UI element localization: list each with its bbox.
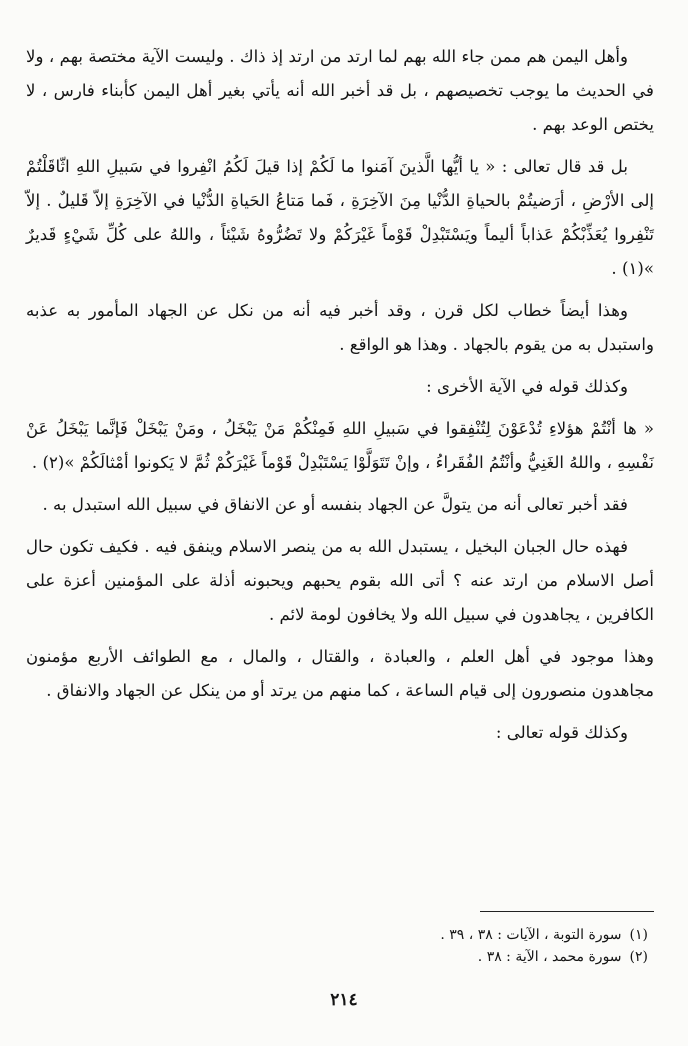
paragraph-1: وأهل اليمن هم ممن جاء الله بهم لما ارتد من ارتد إذ ذاك . وليست الآية مختصة بهم ، ولا في الحديث ما يوجب تخصيصهم ، بل قد أخبر الله أنه يأتي بغير أهل اليمن كأبناء فارس ، لا يختص الوعد بهم . xyxy=(26,47,654,134)
footnote-text: سورة التوبة ، الآيات : ٣٨ ، ٣٩ . xyxy=(440,927,622,943)
paragraph-7: فهذه حال الجبان البخيل ، يستبدل الله به من ينصر الاسلام وينفق فيه . فكيف تكون حال أصل الاسلام من ارتد عنه ؟ أتى الله بقوم يحبهم ويحبونه أذلة على المؤمنين أعزة على الكافرين ، يجاهدون في سبيل الله ولا يخافون لومة لائم . xyxy=(26,537,654,624)
paragraph-3: وهذا أيضاً خطاب لكل قرن ، وقد أخبر فيه أنه من نكل عن الجهاد المأمور به عذبه واستبدل به من يقوم بالجهاد . وهذا هو الواقع . xyxy=(26,301,654,354)
paragraph-8: وهذا موجود في أهل العلم ، والعبادة ، والقتال ، والمال ، مع الطوائف الأربع مؤمنون مجاهدون منصورون إلى قيام الساعة ، كما منهم من يرتد أو من ينكل عن الجهاد والانفاق . xyxy=(26,647,654,700)
paragraph-6: فقد أخبر تعالى أنه من يتولَّ عن الجهاد بنفسه أو عن الانفاق في سبيل الله استبدل به . xyxy=(42,495,628,514)
footnotes xyxy=(300,924,648,968)
paragraph-4: وكذلك قوله في الآية الأخرى : xyxy=(426,377,628,396)
footnote-2 xyxy=(300,946,648,968)
footnote-text: سورة محمد ، الآية : ٣٨ . xyxy=(477,949,622,965)
footnote-divider xyxy=(480,911,654,912)
page-number: ٢١٤ xyxy=(330,990,358,1010)
main-text xyxy=(26,40,654,758)
paragraph-5-quran-verse: « ها أنْتُمْ هؤلاءِ تُدْعَوْنَ لِتُنْفِقوا في سَبيلِ اللهِ فَمِنْكُمْ مَنْ يَبْخَلُ ، ومَنْ يَبْخَلْ فَإنَّما يَبْخَلُ عَنْ نَفْسِهِ ، واللهُ الغَنِيُّ وأنْتُمُ الفُقَراءُ ، وإنْ تَتَوَلَّوْا يَسْتَبْدِلْ قَوْماً غَيْرَكُمْ ثُمَّ لا يَكونوا أمْثالَكُمْ »(٢) . xyxy=(26,419,654,472)
paragraph-2-quran-verse: بل قد قال تعالى : « يا أيُّها الَّذينَ آمَنوا ما لَكُمْ إذا قيلَ لَكُمُ انْفِروا في سَبيلِ اللهِ اثّاقَلْتُمْ إلى الأرْضِ ، أرَضيتُمْ بالحياةِ الدُّنْيا مِنَ الآخِرَةِ ، فَما مَتاعُ الحَياةِ الدُّنْيا في الآخِرَةِ إلاّ قَليلٌ . إلاّ تَنْفِروا يُعَذِّبْكُمْ عَذاباً أليماً ويَسْتَبْدِلْ قَوْماً غَيْرَكُمْ ولا تَضُرُّوهُ شَيْئاً ، واللهُ على كُلِّ شَيْءٍ قَديرٌ »(١) . xyxy=(26,157,654,278)
paragraph-9: وكذلك قوله تعالى : xyxy=(495,723,628,742)
footnote-1 xyxy=(300,924,648,946)
footnote-number: (١) xyxy=(629,927,648,943)
footnote-number: (٢) xyxy=(629,949,648,965)
